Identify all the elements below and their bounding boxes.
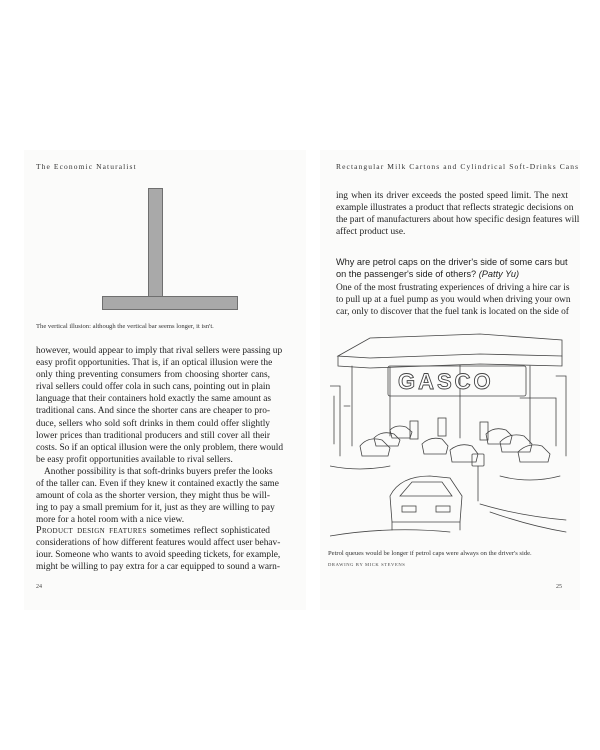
- body-line: affect product use.: [336, 227, 406, 238]
- cartoon-caption: Petrol queues would be longer if petrol caps were always on the driver's side.: [328, 550, 532, 557]
- body-line: lower prices than traditional producers and still cover all their: [36, 430, 270, 441]
- body-line: language that their containers hold exactly the same amount as: [36, 394, 272, 405]
- body-line: costs. So if an optical illusion were the only problem, there would: [36, 442, 284, 453]
- body-line: rival sellers could offer cola in such cans, pointing out in plain: [36, 382, 271, 393]
- body-line: however, would appear to imply that rival sellers were passing up: [36, 346, 283, 356]
- body-line: the part of manufacturers about how specific design features will: [336, 215, 580, 226]
- left-page-number: 24: [36, 584, 42, 590]
- body-line: might be willing to pay extra for a car equipped to sound a warn-: [36, 562, 280, 573]
- right-answer-paragraph: [336, 282, 571, 318]
- question-line: Why are petrol caps on the driver's side of some cars but: [336, 257, 568, 267]
- body-line: traditional cans. And since the shorter cans are cheaper to pro-: [36, 406, 270, 417]
- body-line: example illustrates a product that reflects strategic decisions on: [336, 203, 574, 214]
- body-line: only thing preventing consumers from choosing shorter cans,: [36, 370, 270, 381]
- body-line: ing to pay a small premium for it, just as they are willing to pay: [36, 503, 275, 514]
- lead-line-rest: sometimes reflect sophisticated: [146, 526, 270, 536]
- body-line: Another possibility is that soft-drinks buyers prefer the looks: [44, 466, 273, 477]
- small-caps-lead: Product design features: [36, 525, 147, 536]
- question-line-text: on the passenger's side of others?: [336, 269, 477, 279]
- body-line: considerations of how different features would affect user behav-: [36, 538, 281, 549]
- body-line: ing when its driver exceeds the posted speed limit. The next: [336, 191, 568, 201]
- cartoon-credit: DRAWING BY MICK STEVENS: [328, 562, 406, 567]
- vertical-illusion-figure: [102, 188, 238, 310]
- illusion-figure-caption: The vertical illusion: although the vertical bar seems longer, it isn't.: [36, 323, 214, 330]
- fuel-pump: [438, 418, 446, 436]
- body-line: One of the most frustrating experiences of driving a hire car is: [336, 283, 570, 293]
- section-lead-line: [36, 525, 270, 537]
- body-line: amount of cola as the shorter version, they might thus be will-: [36, 491, 270, 502]
- illusion-horizontal-bar: [102, 296, 238, 310]
- gasco-sign-text: GASCO: [398, 369, 494, 394]
- foreground-car: [390, 476, 462, 522]
- body-line: be easy profit opportunities available to rival sellers.: [36, 454, 233, 465]
- body-line: easy profit opportunities. That is, if an optical illusion were the: [36, 358, 273, 369]
- body-line: duce, sellers who sold soft drinks in them could offer slightly: [36, 418, 270, 429]
- body-line: of the taller can. Even if they knew it contained exactly the same: [36, 479, 279, 490]
- left-body-paragraphs: [36, 345, 284, 526]
- question-line: [336, 268, 568, 280]
- body-line: to pull up at a fuel pump as you would when driving your own: [336, 295, 571, 306]
- left-running-head: The Economic Naturalist: [36, 162, 137, 171]
- right-running-head: Rectangular Milk Cartons and Cylindrical Soft-Drinks Cans: [336, 162, 580, 171]
- question-author: (Patty Yu): [478, 269, 520, 279]
- right-intro-paragraph: [336, 190, 580, 238]
- economic-naturalist-question: [336, 256, 568, 280]
- fuel-pump: [410, 421, 418, 439]
- gas-station-cartoon: [330, 326, 568, 544]
- body-line: car, only to discover that the fuel tank is located on the side of: [336, 307, 569, 318]
- canopy-roof: [338, 334, 562, 358]
- body-line: more for a hotel room with a nice view.: [36, 515, 185, 526]
- illusion-vertical-bar: [148, 188, 163, 298]
- left-section-paragraph: [36, 525, 281, 573]
- right-page-number: 25: [556, 584, 562, 590]
- body-line: iour. Someone who wants to avoid speeding tickets, for example,: [36, 550, 281, 561]
